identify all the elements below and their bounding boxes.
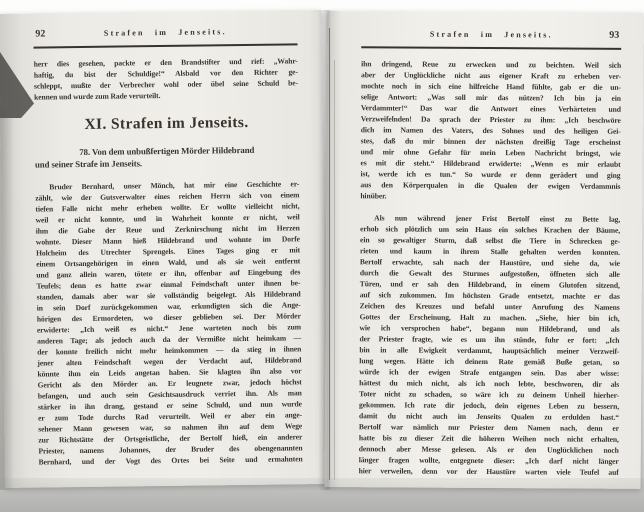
section-heading: 78. Von dem unbußfertigen Mörder Hildebrand und seiner Strafe im Jenseits. — [34, 144, 255, 170]
page-number-right: 93 — [609, 29, 620, 41]
body-paragraph-left: Bruder Bernhard, unser Mönch, hat mir eine Geschichte er- zählt, wie der Gutsverwalter eines reichen Herrn sich von einem tiefen Falle nicht mehr erheben wollte. Er wollte vielleicht nicht, weil er nicht konnte, und in Wahrheit konnte er nicht, weil ihm die Gabe der Reue und Zerknirschung nicht im Herzen wohnte. Dieser Mann hieß Hildebrand und wohnte im Dorfe Holcheim des Utrechter Sprengels. Eines Tages ging er mit einem Ortsangehörigen in einen Wald, und als sie weit entfernt und ganz allein waren, tötete er ihn, offenbar auf Eingebung des Teufels; denn es hatte zwar einmal Feindschaft unter ihnen be- standen, damals aber war sie vollständig beigelegt. Als Hildebrand in sein Dorf zurückgekommen war, erkundigten sich die Ange- hörigen des Ermordeten, wo dieser geblieben sei. Der Mörder erwiderte: „Ich weiß es nicht.“ Jene warteten noch bis zum anderen Tage; als jedoch auch da der Vermißte nicht heimkam — der konnte freilich nicht mehr heimkommen — da stieg in ihnen jener alten Feindschaft wegen der Verdacht auf, Hildebrand könnte ihm ein Leids angetan haben. Sie klagten ihn also vor Gericht als den Mörder an. Er leugnete zwar, jedoch höchst befangen, und auch sein Gesichtsausdruck verriet ihn. Als man stärker in ihn drang, gestand er seine Schuld, und nun wurde er zum Tode durchs Rad verurteilt. Weil er aber ein ange- sehener Mann gewesen war, so nahmen ihn auf dem Wege zur Richtstätte der Ortsgeistliche, der Bertolf hieß, ein anderer Priester, namens Johannes, der Bruder des obengenannten Bernhard, und der Vogt des Ortes bei Seite und ermahnten — [35, 179, 303, 467]
running-header-title-right: Strafen im Jenseits. — [429, 29, 553, 40]
chapter-heading: XI. Strafen im Jenseits. — [84, 113, 249, 133]
left-edge-shadow — [0, 110, 14, 490]
page-edge-line-secondary — [334, 60, 335, 480]
page-number-left: 92 — [35, 28, 46, 40]
page-92 — [0, 10, 327, 488]
running-head-right — [361, 29, 621, 46]
body-paragraph-right-1: ihn dringend, Reue zu erwecken und zu beichten. Weil sich aber der Unglückliche nicht aus eigener Kraft zu erheben ver- mochte noch in sich eine hilfreiche Hand fühlte, gab er die un- selige Antwort: „Was soll mir das nützen? Ich bin ja ein Verdammter!“ Das war die Antwort eines Verhärteten und Verzweifelnden! Da sprach der Priester zu ihm: „Ich beschwöre dich im Namen des Vaters, des Sohnes und des heiligen Gei- stes, daß du mir binnen der nächsten dreißig Tage erscheinst und mir ohne Gefahr für mein Leben Nachricht bringst, wie es mit dir steht.“ Hildebrand erwiderte: „Wenn es mir erlaubt ist, werde ich es tun.“ So wurde er denn gerädert und ging aus den Körperqualen in die Qualen der ewigen Verdammnis hinüber. — [360, 59, 622, 201]
body-paragraph-right-2: Als nun während jener Frist Bertolf einst zu Bette lag, erhob sich plötzlich um sein Haus ein solches Krachen der Bäume, ein so gewaltiger Sturm, daß selbst die Tiere in Schrecken ge- rieten und kaum in ihrem Stalle gehalten werden konnten. Bertolf erwachte, sah nach der Haustüre, und siehe da, wie durch die Gewalt des Sturmes aufgestoßen, öffneten sich alle Türen, und er sah den Hildebrand, in einem Glutofen sitzend, auf sich zukommen. Im höchsten Grade entsetzt, machte er das Zeichen des Kreuzes und befahl unter Anrufung des Namens Gottes der Erscheinung, Halt zu machen. „Siehe, hier bin ich, wie ich versprochen habe“, begann nun Hildebrand, und als der Priester fragte, wie es um ihn stünde, fuhr er fort: „Ich bin in alle Ewigkeit verdammt, hauptsächlich meiner Verzweif- lung wegen. Hätte ich deinem Rate gemäß Buße getan, so würde ich der ewigen Strafe entgangen sein. Das aber wisse: hättest du mich nicht, als ich noch lebte, beschworen, dir als Toter nicht zu schaden, so wäre ich zu deinem Unheil hierher- gekommen. Ich rate dir jedoch, dein eigenes Leben zu bessern, damit du nicht auch im Jenseits Qualen zu erdulden hast.“ Bertolf war nämlich nur Priester dem Namen nach, denn er hatte bis zu dieser Zeit die höheren Weihen noch nicht erhalten, dennoch aber Messe gelesen. Als er den Unglücklichen noch länger fragen wollte, entgegnete dieser: „Ich darf nicht länger hier verweilen, denn vor der Haustüre warten viele Teufel auf — [358, 213, 621, 477]
header-rule-right — [361, 46, 621, 50]
continuation-paragraph: herr dies gesehen, packte er den Brandstifter und rief: „Wahr- haftig, du bist der Schuldige!“ Alsbald vor den Richter ge- schleppt, mußte der Verbrecher wohl oder übel seine Schuld be- kennen und wurde zum Rade verurteilt. — [33, 56, 299, 102]
running-head-left — [33, 26, 297, 44]
running-header-title-left: Strafen im Jenseits. — [103, 27, 227, 38]
page-edge-line — [329, 28, 330, 480]
header-rule-left — [34, 43, 298, 48]
page-93 — [325, 11, 644, 489]
